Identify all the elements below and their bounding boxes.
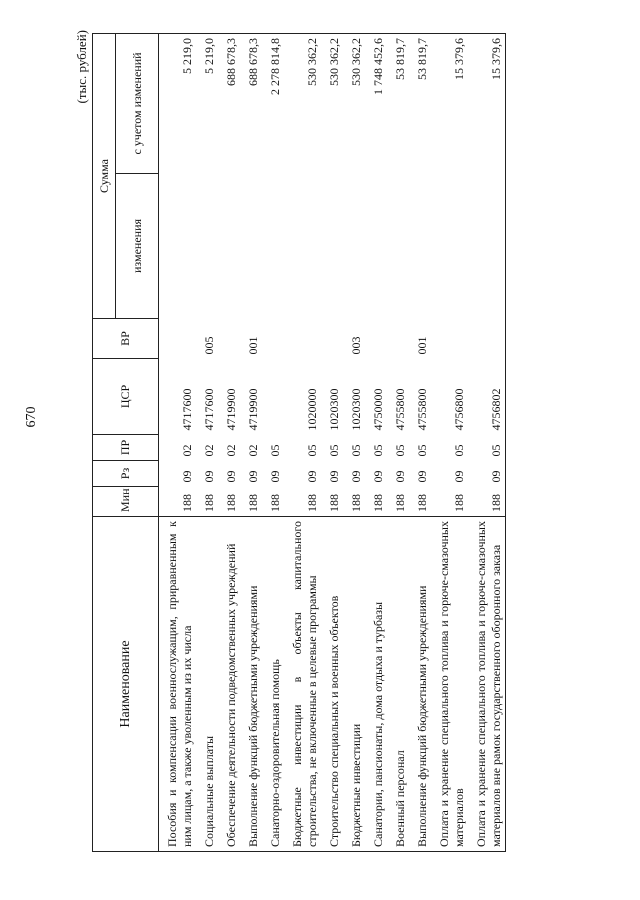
row-csr: 4719900: [224, 388, 238, 431]
row-rz: 09: [468, 461, 506, 487]
row-name: Выполнение функций бюджетными учреждениями: [240, 517, 262, 852]
row-name: Выполнение функций бюджетными учреждениями: [409, 517, 431, 852]
row-csr: 4755800: [415, 388, 429, 431]
row-min: 188: [327, 494, 341, 512]
table-row: [262, 33, 284, 851]
row-pr: 05: [468, 435, 506, 461]
row-min: 188: [305, 494, 319, 512]
row-pr: 05: [327, 444, 341, 457]
row-csr: 4756802: [468, 359, 506, 435]
row-name: Обеспечение деятельности подведомственных учреждений: [218, 517, 240, 852]
table-row: [468, 33, 506, 851]
row-csr: 4719900: [246, 388, 260, 431]
row-vr: 001: [415, 336, 429, 355]
row-name: Бюджетные инвестиции: [343, 517, 365, 852]
row-changes: [284, 174, 321, 319]
row-vr: 003: [349, 336, 363, 355]
row-min: 188: [393, 494, 407, 512]
row-csr: 4756800: [452, 388, 466, 431]
row-csr: 4750000: [371, 388, 385, 431]
row-rz: 09: [180, 470, 194, 483]
header-min: Мин: [93, 487, 159, 517]
row-total: 530 362,2: [284, 33, 321, 173]
row-changes: [262, 174, 284, 319]
row-rz: 09: [349, 470, 363, 483]
row-changes: [343, 174, 365, 319]
row-changes: [431, 174, 468, 319]
row-pr: 02: [202, 444, 216, 457]
row-rz: 09: [202, 470, 216, 483]
table-body: [159, 33, 506, 851]
row-total: 5 219,0: [159, 33, 197, 173]
row-total: 688 678,3: [240, 33, 262, 173]
row-changes: [218, 174, 240, 319]
table-row: [284, 33, 321, 851]
row-vr: [387, 319, 409, 359]
row-name: Социальные выплаты: [196, 517, 218, 852]
row-changes: [240, 174, 262, 319]
row-changes: [387, 174, 409, 319]
row-total: 688 678,3: [218, 33, 240, 173]
row-vr: 005: [202, 336, 216, 355]
row-changes: [468, 174, 506, 319]
row-pr: 05: [305, 444, 319, 457]
row-vr: [218, 319, 240, 359]
row-total: 530 362,2: [321, 33, 343, 173]
row-changes: [365, 174, 387, 319]
row-pr: 05: [393, 444, 407, 457]
header-sum: Сумма: [93, 33, 116, 318]
row-csr: 1020300: [327, 388, 341, 431]
table-row: [321, 33, 343, 851]
row-changes: [159, 174, 197, 319]
row-rz: 09: [246, 470, 260, 483]
budget-table: [92, 33, 506, 852]
row-pr: 02: [180, 444, 194, 457]
row-changes: [321, 174, 343, 319]
row-min: 188: [452, 494, 466, 512]
row-min: 188: [246, 494, 260, 512]
row-csr: 4755800: [393, 388, 407, 431]
table-row: [409, 33, 431, 851]
row-rz: 09: [327, 470, 341, 483]
table-row: [365, 33, 387, 851]
header-changes: изменения: [116, 174, 159, 319]
row-total: 53 819,7: [387, 33, 409, 173]
row-vr: [431, 319, 468, 359]
row-total: 53 819,7: [409, 33, 431, 173]
header-name: Наименование: [93, 517, 159, 852]
row-name: Оплата и хранение специального топлива и горюче-смазочных материалов вне рамок государственного оборонного заказа: [468, 517, 506, 852]
header-rz: Рз: [93, 461, 159, 487]
row-vr: [284, 319, 321, 359]
row-name: Санатории, пансионаты, дома отдыха и турбазы: [365, 517, 387, 852]
row-min: 188: [415, 494, 429, 512]
row-pr: 02: [224, 444, 238, 457]
table-row: [196, 33, 218, 851]
row-min: 188: [180, 494, 194, 512]
row-pr: 05: [452, 444, 466, 457]
row-csr: 4717600: [202, 388, 216, 431]
table-row: [218, 33, 240, 851]
row-min: 188: [371, 494, 385, 512]
row-name: Военный персонал: [387, 517, 409, 852]
row-rz: 09: [452, 470, 466, 483]
rotated-page: [72, 22, 572, 862]
row-pr: 05: [268, 444, 282, 457]
row-rz: 09: [268, 470, 282, 483]
row-rz: 09: [393, 470, 407, 483]
header-vr: ВР: [93, 319, 159, 359]
row-vr: [321, 319, 343, 359]
row-name: Бюджетные инвестиции в объекты капитального строительства, не включенные в целевые программы: [284, 517, 321, 852]
row-total: 1 748 452,6: [365, 33, 387, 173]
row-min: 188: [224, 494, 238, 512]
row-pr: 02: [246, 444, 260, 457]
table-row: [240, 33, 262, 851]
row-csr: [262, 359, 284, 435]
row-vr: 001: [246, 336, 260, 355]
row-vr: [468, 319, 506, 359]
row-csr: 4717600: [180, 388, 194, 431]
row-rz: 09: [224, 470, 238, 483]
row-min: 188: [202, 494, 216, 512]
row-rz: 09: [371, 470, 385, 483]
row-name: Санаторно-оздоровительная помощь: [262, 517, 284, 852]
row-rz: 09: [415, 470, 429, 483]
header-pr: ПР: [93, 435, 159, 461]
row-total: 15 379,6: [431, 33, 468, 173]
row-vr: [365, 319, 387, 359]
table-row: [343, 33, 365, 851]
units-note: (тыс. рублей): [74, 30, 89, 104]
row-pr: 05: [415, 444, 429, 457]
row-rz: 09: [305, 470, 319, 483]
row-pr: 05: [349, 444, 363, 457]
row-min: 188: [268, 494, 282, 512]
row-changes: [196, 174, 218, 319]
row-min: 188: [468, 487, 506, 517]
row-total: 5 219,0: [196, 33, 218, 173]
page-number: 670: [24, 406, 39, 428]
table-row: [159, 33, 197, 851]
row-total: 2 278 814,8: [262, 33, 284, 173]
row-total: 15 379,6: [468, 33, 506, 173]
header-with-changes: с учетом изменений: [116, 33, 159, 173]
row-vr: [262, 319, 284, 359]
row-name: Оплата и хранение специального топлива и горюче-смазочных материалов: [431, 517, 468, 852]
row-vr: [159, 319, 197, 359]
row-min: 188: [349, 494, 363, 512]
row-name: Строительство специальных и военных объектов: [321, 517, 343, 852]
table-row: [387, 33, 409, 851]
row-csr: 1020300: [349, 388, 363, 431]
row-pr: 05: [371, 444, 385, 457]
header-csr: ЦСР: [93, 359, 159, 435]
table-row: [431, 33, 468, 851]
row-total: 530 362,2: [343, 33, 365, 173]
row-changes: [409, 174, 431, 319]
row-csr: 1020000: [305, 388, 319, 431]
row-name: Пособия и компенсации военнослужащим, приравненным к ним лицам, а также уволенным из их числа: [159, 517, 197, 852]
